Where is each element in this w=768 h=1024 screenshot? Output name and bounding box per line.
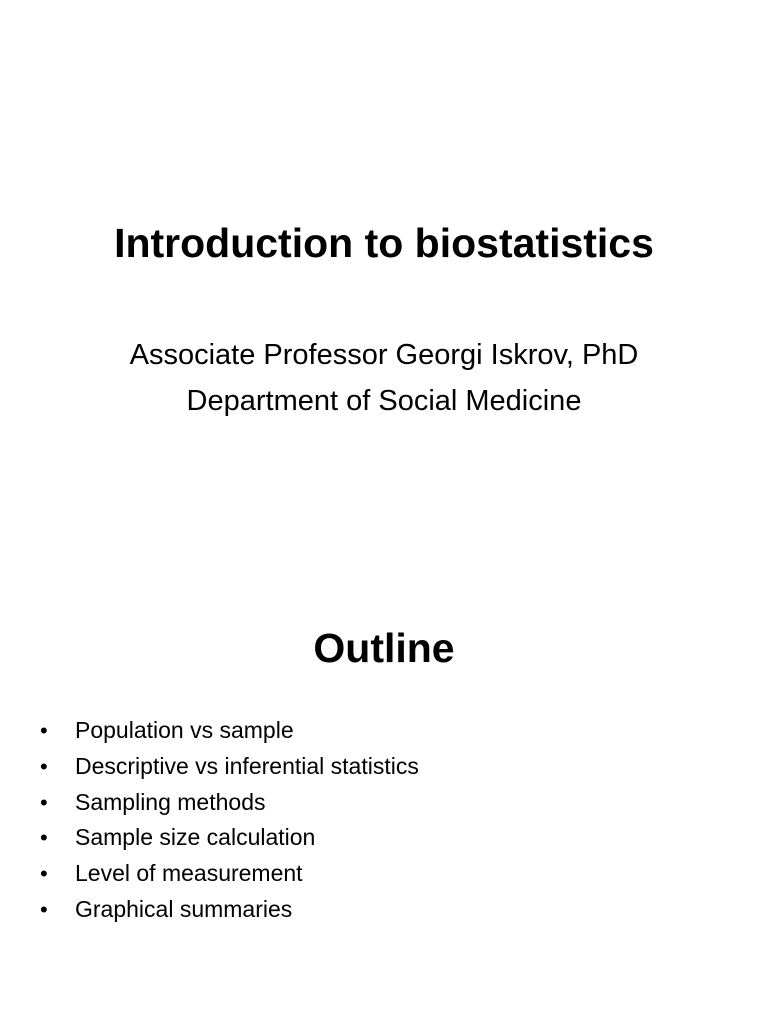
slide-title: Introduction to biostatistics xyxy=(114,220,654,266)
list-item-label: Population vs sample xyxy=(75,717,294,743)
outline-title: Outline xyxy=(313,625,455,671)
list-item-label: Descriptive vs inferential statistics xyxy=(75,752,419,779)
list-item xyxy=(0,856,419,892)
list-item xyxy=(0,820,419,856)
list-item-label: Sampling methods xyxy=(75,788,266,815)
list-item-label: Level of measurement xyxy=(75,860,303,887)
list-item xyxy=(0,749,419,785)
bullet-icon: • xyxy=(40,825,48,851)
bullet-icon: • xyxy=(40,753,48,779)
bullet-icon: • xyxy=(40,718,48,743)
department-line: Department of Social Medicine xyxy=(186,385,582,417)
bullet-icon: • xyxy=(40,789,48,815)
bullet-icon: • xyxy=(40,861,48,887)
slide-subtitle xyxy=(0,332,768,424)
list-item-label: Sample size calculation xyxy=(75,824,316,851)
bullet-icon: • xyxy=(40,896,48,922)
outline-list xyxy=(0,713,419,928)
list-item-label: Graphical summaries xyxy=(75,895,293,922)
list-item xyxy=(0,713,419,749)
author-line: Associate Professor Georgi Iskrov, PhD xyxy=(129,339,639,371)
list-item xyxy=(0,785,419,821)
list-item xyxy=(0,892,419,928)
